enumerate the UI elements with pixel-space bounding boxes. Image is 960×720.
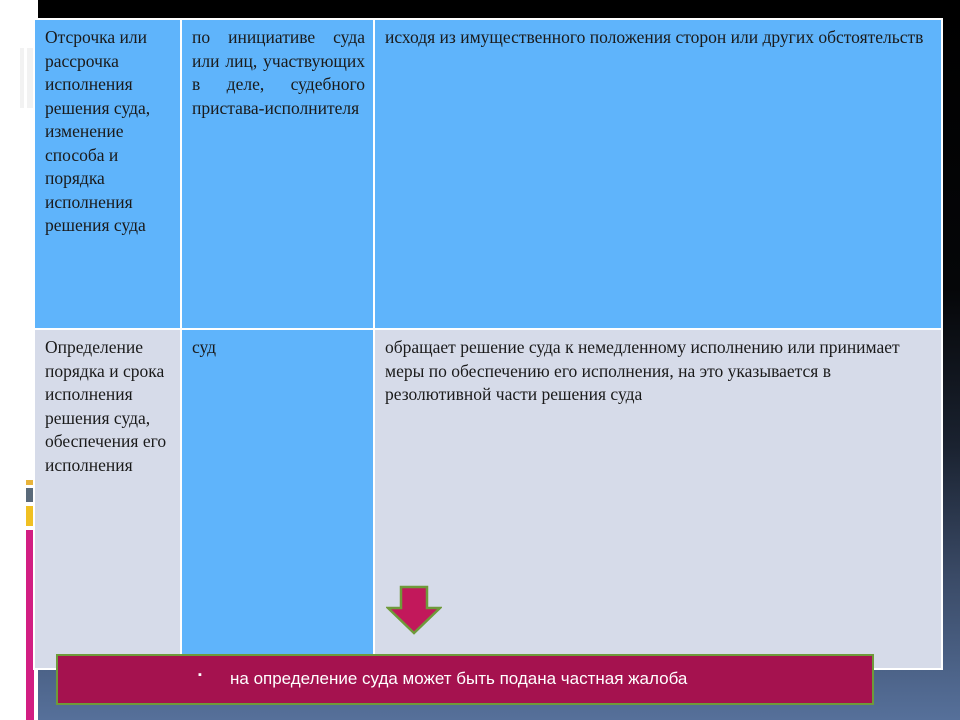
initiator-cell: по инициативе суда или лиц, участвующих в деле, судебного пристава-исполнителя xyxy=(181,19,374,329)
execution-table xyxy=(33,18,943,670)
callout-box xyxy=(56,654,874,705)
table-row xyxy=(34,329,942,669)
basis-cell: исходя из имущественного положения сторон или других обстоятельств xyxy=(374,19,942,329)
decorative-bar xyxy=(20,48,24,108)
callout-text: на определение суда может быть подана частная жалоба xyxy=(230,669,688,688)
down-arrow-icon xyxy=(386,585,442,635)
initiator-cell: суд xyxy=(181,329,374,669)
action-cell: Отсрочка или рассрочка исполнения решения суда, изменение способа и порядка исполнения решения суда xyxy=(34,19,181,329)
table-row xyxy=(34,19,942,329)
basis-cell: обращает решение суда к немедленному исполнению или принимает меры по обеспечению его исполнения, на это указывается в резолютивной части решения суда xyxy=(374,329,942,669)
bullet-icon: ▪ xyxy=(198,669,202,681)
action-cell: Определение порядка и срока исполнения решения суда, обеспечения его исполнения xyxy=(34,329,181,669)
